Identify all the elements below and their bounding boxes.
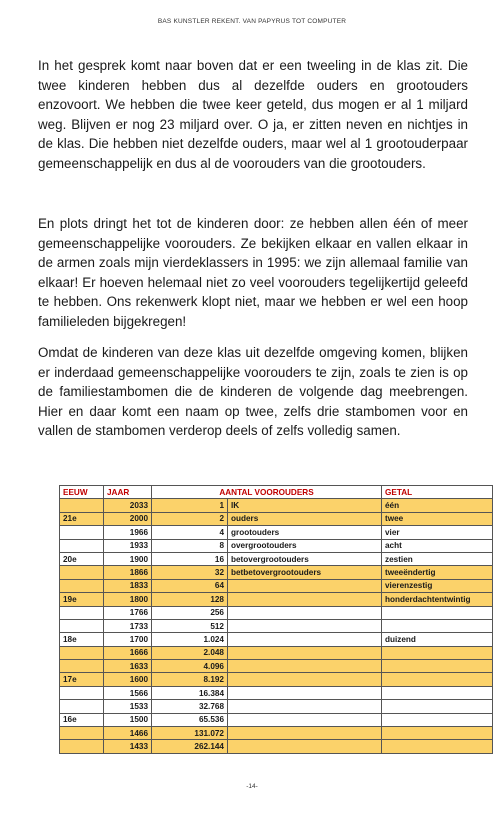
cell-naam bbox=[228, 700, 382, 713]
cell-getal bbox=[382, 673, 493, 686]
paragraph-2-text: En plots dringt het tot de kinderen door: ze hebben allen één of meer gemeenschappelijke voorouders. Ze bekijken elkaar en vallen elkaar in de armen zoals mijn vierdeklassers in 1995: we zijn allemaal familie van elkaar! Er hoeven helemaal niet zo veel voorouders tegelijkertijd geleefd te hebben. Ons rekenwerk klopt niet, maar we hebben er wel een hoop familieleden bijgekregen! bbox=[38, 216, 468, 329]
cell-getal: duizend bbox=[382, 633, 493, 646]
cell-eeuw: 17e bbox=[60, 673, 104, 686]
running-header: BAS KUNSTLER REKENT. VAN PAPYRUS TOT COMPUTER bbox=[157, 18, 347, 25]
cell-eeuw: 21e bbox=[60, 512, 104, 525]
cell-jaar: 1633 bbox=[104, 660, 152, 673]
cell-jaar: 1966 bbox=[104, 526, 152, 539]
table-row bbox=[60, 700, 493, 713]
cell-eeuw bbox=[60, 740, 104, 753]
cell-jaar: 1900 bbox=[104, 552, 152, 565]
header-aantal-voorouders: AANTAL VOOROUDERS bbox=[152, 486, 382, 499]
cell-getal bbox=[382, 740, 493, 753]
cell-getal bbox=[382, 700, 493, 713]
cell-naam: betbetovergrootouders bbox=[228, 566, 382, 579]
cell-eeuw bbox=[60, 727, 104, 740]
cell-aantal: 128 bbox=[152, 593, 228, 606]
table-row bbox=[60, 619, 493, 632]
cell-naam: IK bbox=[228, 499, 382, 512]
paragraph-3-text: Omdat de kinderen van deze klas uit dezelfde omgeving komen, blijken er inderdaad gemeenschappelijke voorouders te zijn, zoals te zien is op de familiestambomen die de kinderen de volgende dag meebrengen. Hier en daar komt een naam op twee, zelfs drie stambomen voor en vallen de stambomen verderop deels of zelfs volledig samen. bbox=[38, 345, 468, 439]
cell-naam bbox=[228, 646, 382, 659]
cell-aantal: 2 bbox=[152, 512, 228, 525]
cell-aantal: 8 bbox=[152, 539, 228, 552]
cell-getal: één bbox=[382, 499, 493, 512]
cell-getal bbox=[382, 606, 493, 619]
cell-eeuw: 18e bbox=[60, 633, 104, 646]
table-row bbox=[60, 606, 493, 619]
table-row bbox=[60, 633, 493, 646]
cell-aantal: 256 bbox=[152, 606, 228, 619]
cell-jaar: 1700 bbox=[104, 633, 152, 646]
cell-jaar: 1800 bbox=[104, 593, 152, 606]
cell-jaar: 1466 bbox=[104, 727, 152, 740]
cell-getal: vier bbox=[382, 526, 493, 539]
cell-aantal: 2.048 bbox=[152, 646, 228, 659]
paragraph-1-text: In het gesprek komt naar boven dat er een tweeling in de klas zit. Die twee kinderen hebben dus al dezelfde ouders en grootouders enzovoort. We hebben die twee keer geteld, dus mogen er al 1 miljard weg. Blijven er nog 23 miljard over. O ja, er zitten neven en nichtjes in de klas. Die hebben niet dezelfde ouders, maar wel al 1 grootouderpaar gemeenschappelijk en dus al de voorouders van die grootouders. bbox=[38, 58, 468, 171]
cell-getal bbox=[382, 713, 493, 726]
header-jaar: JAAR bbox=[104, 486, 152, 499]
cell-naam bbox=[228, 673, 382, 686]
cell-jaar: 1666 bbox=[104, 646, 152, 659]
cell-jaar: 1766 bbox=[104, 606, 152, 619]
cell-naam bbox=[228, 619, 382, 632]
page-number: -14- bbox=[246, 783, 258, 790]
cell-getal: honderdachtentwintig bbox=[382, 593, 493, 606]
cell-jaar: 2000 bbox=[104, 512, 152, 525]
table-row bbox=[60, 526, 493, 539]
cell-naam: betovergrootouders bbox=[228, 552, 382, 565]
cell-naam: ouders bbox=[228, 512, 382, 525]
table-row bbox=[60, 499, 493, 512]
cell-naam bbox=[228, 593, 382, 606]
paragraph-2 bbox=[38, 214, 468, 332]
cell-aantal: 1 bbox=[152, 499, 228, 512]
cell-naam bbox=[228, 713, 382, 726]
cell-getal: zestien bbox=[382, 552, 493, 565]
cell-getal: acht bbox=[382, 539, 493, 552]
cell-eeuw bbox=[60, 566, 104, 579]
cell-getal: vierenzestig bbox=[382, 579, 493, 592]
cell-jaar: 1866 bbox=[104, 566, 152, 579]
cell-aantal: 16.384 bbox=[152, 686, 228, 699]
cell-getal: tweeëndertig bbox=[382, 566, 493, 579]
cell-aantal: 4.096 bbox=[152, 660, 228, 673]
cell-naam: overgrootouders bbox=[228, 539, 382, 552]
cell-getal bbox=[382, 619, 493, 632]
table-row bbox=[60, 646, 493, 659]
table-row bbox=[60, 713, 493, 726]
table-row bbox=[60, 512, 493, 525]
cell-jaar: 1500 bbox=[104, 713, 152, 726]
cell-aantal: 4 bbox=[152, 526, 228, 539]
cell-naam bbox=[228, 660, 382, 673]
table-row bbox=[60, 566, 493, 579]
cell-eeuw: 20e bbox=[60, 552, 104, 565]
cell-aantal: 64 bbox=[152, 579, 228, 592]
table-row bbox=[60, 673, 493, 686]
cell-naam bbox=[228, 740, 382, 753]
cell-naam: grootouders bbox=[228, 526, 382, 539]
table-header-row bbox=[60, 486, 493, 499]
paragraph-3 bbox=[38, 343, 468, 441]
table-row bbox=[60, 740, 493, 753]
cell-eeuw bbox=[60, 499, 104, 512]
cell-jaar: 2033 bbox=[104, 499, 152, 512]
cell-aantal: 16 bbox=[152, 552, 228, 565]
cell-aantal: 32 bbox=[152, 566, 228, 579]
cell-getal bbox=[382, 660, 493, 673]
cell-eeuw bbox=[60, 526, 104, 539]
cell-aantal: 32.768 bbox=[152, 700, 228, 713]
cell-naam bbox=[228, 579, 382, 592]
cell-eeuw bbox=[60, 579, 104, 592]
cell-naam bbox=[228, 686, 382, 699]
cell-aantal: 1.024 bbox=[152, 633, 228, 646]
table-row bbox=[60, 593, 493, 606]
cell-jaar: 1933 bbox=[104, 539, 152, 552]
cell-jaar: 1733 bbox=[104, 619, 152, 632]
cell-eeuw bbox=[60, 539, 104, 552]
cell-naam bbox=[228, 633, 382, 646]
cell-getal bbox=[382, 727, 493, 740]
cell-jaar: 1566 bbox=[104, 686, 152, 699]
table-row bbox=[60, 686, 493, 699]
paragraph-1 bbox=[38, 56, 468, 174]
cell-jaar: 1433 bbox=[104, 740, 152, 753]
table-row bbox=[60, 660, 493, 673]
header-eeuw: EEUW bbox=[60, 486, 104, 499]
ancestors-table bbox=[59, 485, 493, 754]
cell-naam bbox=[228, 606, 382, 619]
cell-jaar: 1600 bbox=[104, 673, 152, 686]
cell-eeuw bbox=[60, 686, 104, 699]
cell-eeuw bbox=[60, 619, 104, 632]
cell-jaar: 1833 bbox=[104, 579, 152, 592]
cell-aantal: 512 bbox=[152, 619, 228, 632]
cell-aantal: 65.536 bbox=[152, 713, 228, 726]
cell-getal bbox=[382, 646, 493, 659]
table-row bbox=[60, 552, 493, 565]
cell-aantal: 8.192 bbox=[152, 673, 228, 686]
cell-getal: twee bbox=[382, 512, 493, 525]
cell-eeuw bbox=[60, 660, 104, 673]
cell-getal bbox=[382, 686, 493, 699]
table-row bbox=[60, 539, 493, 552]
cell-jaar: 1533 bbox=[104, 700, 152, 713]
cell-eeuw bbox=[60, 606, 104, 619]
cell-eeuw: 19e bbox=[60, 593, 104, 606]
table-row bbox=[60, 727, 493, 740]
cell-eeuw: 16e bbox=[60, 713, 104, 726]
cell-aantal: 262.144 bbox=[152, 740, 228, 753]
table-row bbox=[60, 579, 493, 592]
cell-naam bbox=[228, 727, 382, 740]
cell-aantal: 131.072 bbox=[152, 727, 228, 740]
cell-eeuw bbox=[60, 646, 104, 659]
header-getal: GETAL bbox=[382, 486, 493, 499]
cell-eeuw bbox=[60, 700, 104, 713]
